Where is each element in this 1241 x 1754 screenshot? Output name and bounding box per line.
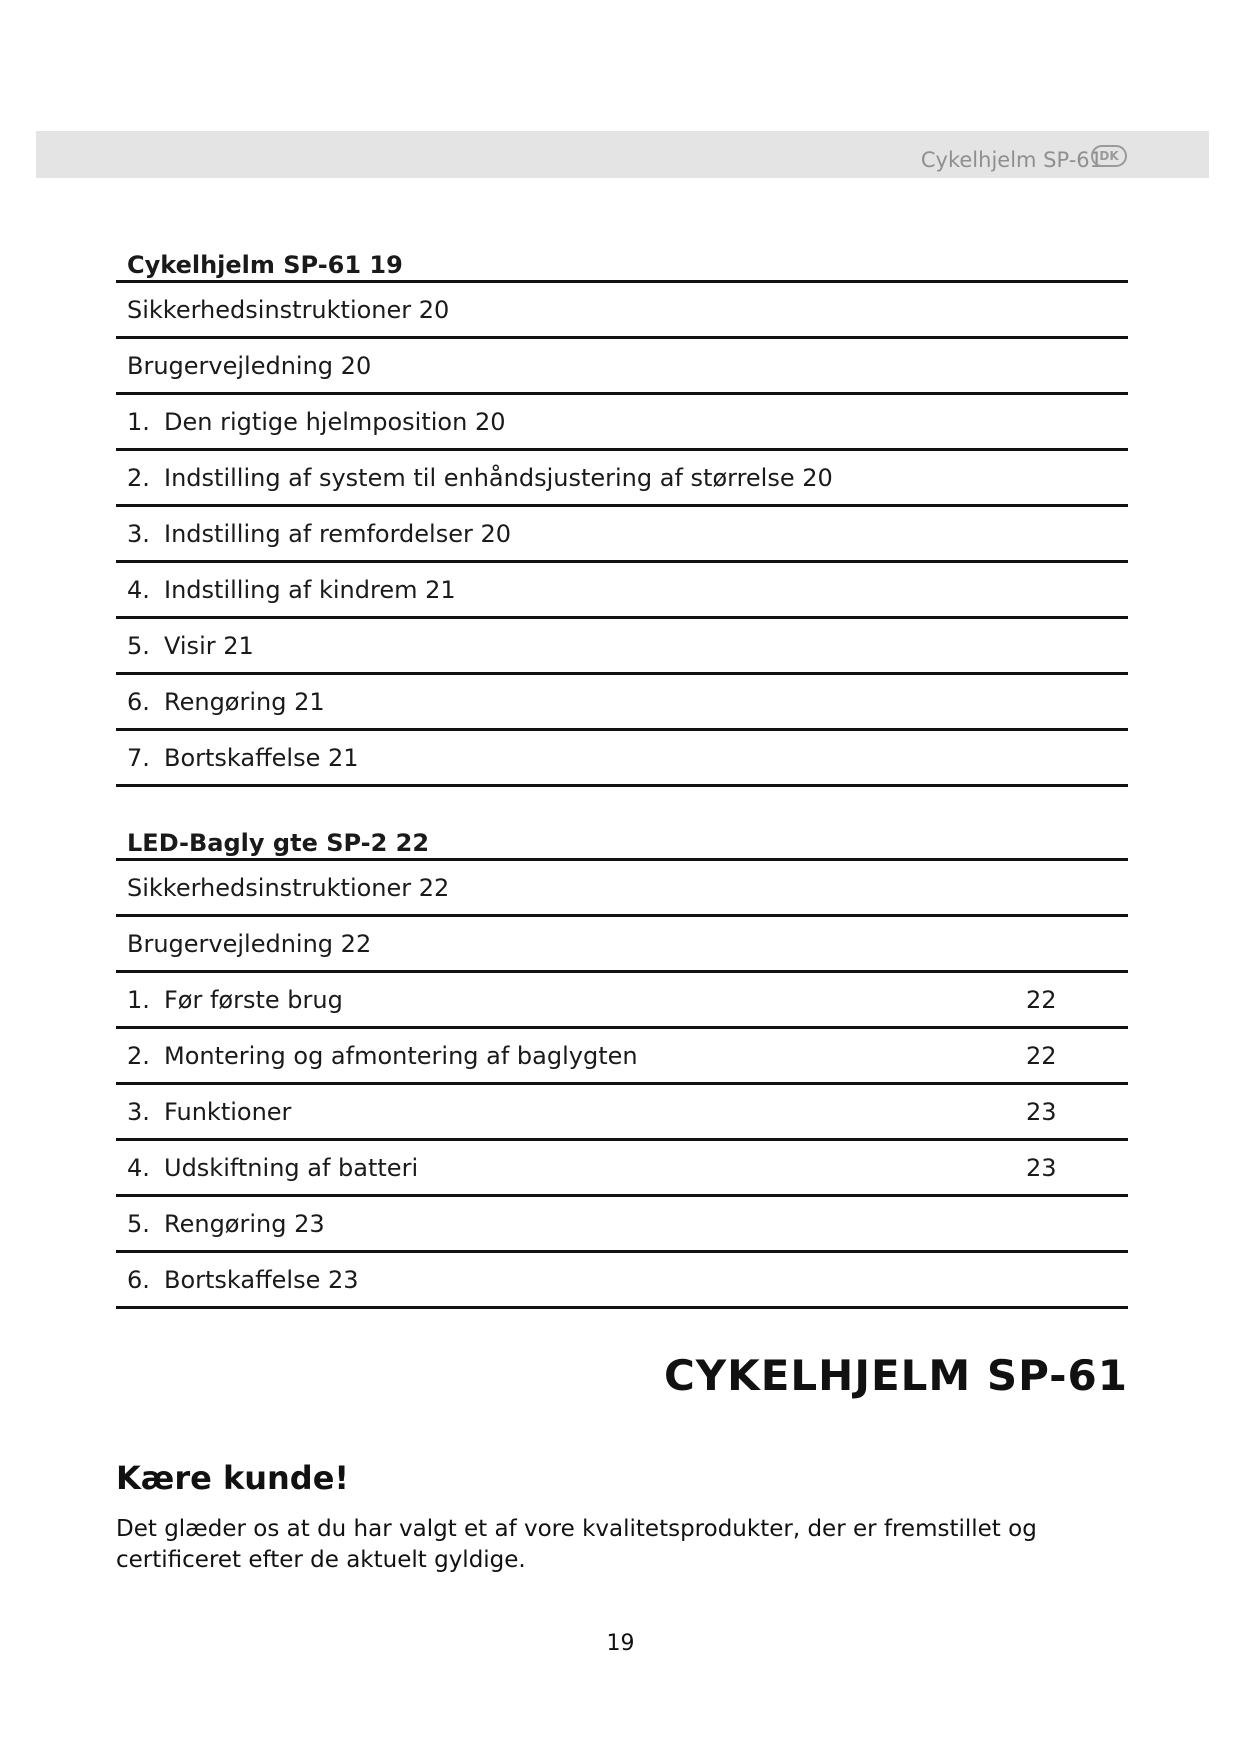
toc-item-label: Brugervejledning 20	[127, 352, 372, 380]
toc-section-taillight	[116, 828, 1128, 1309]
toc-item-number: 3.	[127, 1098, 150, 1126]
toc-row[interactable]	[116, 1085, 1128, 1141]
toc-item-number: 4.	[127, 576, 150, 604]
toc-item-label: Indstilling af kindrem 21	[164, 576, 456, 604]
toc-heading: Cykelhjelm SP-61 19	[116, 250, 1128, 283]
toc-row[interactable]	[116, 731, 1128, 787]
toc-item-page: 22	[1026, 1042, 1057, 1070]
toc-row[interactable]	[116, 1141, 1128, 1197]
page-number: 19	[606, 1631, 635, 1656]
toc-item-label: Før første brug	[164, 986, 343, 1014]
toc-item-number: 6.	[127, 1266, 150, 1294]
toc-item-label: Visir 21	[164, 632, 254, 660]
toc-item-number: 5.	[127, 1210, 150, 1238]
toc-item-number: 2.	[127, 464, 150, 492]
toc-item-number: 2.	[127, 1042, 150, 1070]
toc-row[interactable]	[116, 675, 1128, 731]
toc-item-number: 4.	[127, 1154, 150, 1182]
toc-item-page: 23	[1026, 1098, 1057, 1126]
toc-item-number: 6.	[127, 688, 150, 716]
toc-row[interactable]	[116, 283, 1128, 339]
toc-row[interactable]	[116, 619, 1128, 675]
toc-row[interactable]	[116, 1253, 1128, 1309]
toc-item-label: Brugervejledning 22	[127, 930, 372, 958]
toc-row[interactable]	[116, 917, 1128, 973]
language-badge: DK	[1091, 145, 1127, 167]
toc-item-label: Sikkerhedsinstruktioner 20	[127, 296, 450, 324]
toc-item-page: 23	[1026, 1154, 1057, 1182]
toc-section-helmet	[116, 250, 1128, 787]
toc-item-label: Indstilling af remfordelser 20	[164, 520, 512, 548]
toc-item-label: Montering og afmontering af baglygten	[164, 1042, 638, 1070]
greeting-heading: Kære kunde!	[116, 1459, 349, 1497]
toc-row[interactable]	[116, 1197, 1128, 1253]
toc-item-label: Sikkerhedsinstruktioner 22	[127, 874, 450, 902]
toc-item-label: Bortskaffelse 21	[164, 744, 359, 772]
toc-item-page: 22	[1026, 986, 1057, 1014]
intro-paragraph: Det glæder os at du har valgt et af vore kvalitetsprodukter, der er fremstillet og certificeret efter de aktuelt gyldige.	[116, 1516, 1037, 1573]
toc-item-number: 7.	[127, 744, 150, 772]
toc-row[interactable]	[116, 1029, 1128, 1085]
header-title: Cykelhjelm SP-61	[920, 148, 1103, 172]
toc-heading: LED-Bagly gte SP-2 22	[116, 828, 1128, 861]
toc-row[interactable]	[116, 339, 1128, 395]
toc-item-number: 1.	[127, 408, 150, 436]
toc-item-label: Indstilling af system til enhåndsjustering af størrelse 20	[164, 464, 833, 492]
toc-row[interactable]	[116, 507, 1128, 563]
toc-item-number: 5.	[127, 632, 150, 660]
main-title: CYKELHJELM SP-61	[663, 1351, 1128, 1400]
toc-item-label: Udskiftning af batteri	[164, 1154, 419, 1182]
toc-row[interactable]	[116, 563, 1128, 619]
toc-item-label: Bortskaffelse 23	[164, 1266, 359, 1294]
toc-row[interactable]	[116, 861, 1128, 917]
toc-item-label: Rengøring 23	[164, 1210, 325, 1238]
toc-item-label: Den rigtige hjelmposition 20	[164, 408, 506, 436]
toc-item-number: 1.	[127, 986, 150, 1014]
toc-item-number: 3.	[127, 520, 150, 548]
toc-row[interactable]	[116, 973, 1128, 1029]
toc-row[interactable]	[116, 451, 1128, 507]
toc-item-label: Rengøring 21	[164, 688, 325, 716]
toc-row[interactable]	[116, 395, 1128, 451]
toc-item-label: Funktioner	[164, 1098, 292, 1126]
